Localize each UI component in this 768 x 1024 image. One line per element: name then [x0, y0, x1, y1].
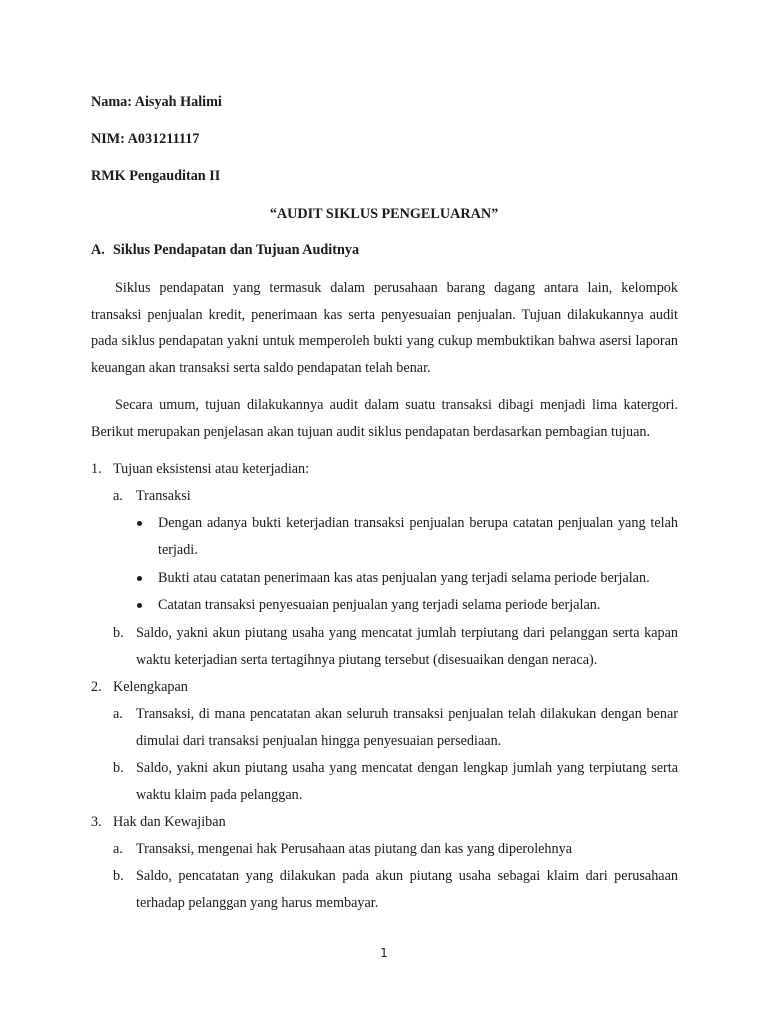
list-item-2b-marker: b.: [113, 760, 124, 776]
bullet-item-3: Catatan transaksi penyesuaian penjualan yang terjadi selama periode berjalan.: [158, 597, 601, 613]
list-item-2b-text: Saldo, yakni akun piutang usaha yang mencatat dengan lengkap jumlah yang terpiutang serta waktu klaim pada pelanggan.: [136, 760, 678, 803]
document-title: “AUDIT SIKLUS PENGELUARAN”: [269, 206, 499, 222]
list-item-3a-text: Transaksi, mengenai hak Perusahaan atas piutang dan kas yang diperolehnya: [136, 841, 573, 857]
section-a-marker: A.: [91, 242, 105, 258]
bullet-item-1: Dengan adanya bukti keterjadian transaksi penjualan berupa catatan penjualan yang telah terjadi.: [158, 515, 678, 558]
list-item-2a-marker: a.: [113, 706, 123, 722]
bullet-icon: [137, 576, 142, 581]
page-number: 1: [380, 946, 388, 960]
list-item-1a-text: Transaksi: [136, 488, 191, 504]
list-item-3-marker: 3.: [91, 814, 102, 830]
bullet-item-2: Bukti atau catatan penerimaan kas atas penjualan yang terjadi selama periode berjalan.: [158, 570, 650, 586]
list-item-3b-marker: b.: [113, 868, 124, 884]
list-item-1b-text: Saldo, yakni akun piutang usaha yang mencatat jumlah terpiutang dari pelanggan serta kapan waktu keterjadian serta tertagihnya piutang tersebut (disesuaikan dengan neraca).: [136, 625, 678, 668]
course-title: RMK Pengauditan II: [91, 168, 221, 184]
list-item-1-label: Tujuan eksistensi atau keterjadian:: [113, 461, 310, 477]
list-item-1-marker: 1.: [91, 461, 102, 477]
section-a-heading: Siklus Pendapatan dan Tujuan Auditnya: [113, 242, 360, 258]
list-item-2a-text: Transaksi, di mana pencatatan akan seluruh transaksi penjualan telah dilakukan dengan benar dimulai dari transaksi penjualan hingga penyesuaian persediaan.: [136, 706, 678, 749]
bullet-icon: [137, 521, 142, 526]
paragraph-1: Siklus pendapatan yang termasuk dalam perusahaan barang dagang antara lain, kelompok transaksi penjualan kredit, penerimaan kas serta penyesuaian penjualan. Tujuan dilakukannya audit pada siklus pendapatan yakni untuk memperoleh bukti yang cukup membuktikan bahwa asersi laporan keuangan akan transaksi serta saldo pendapatan telah benar.: [91, 280, 678, 377]
list-item-2-label: Kelengkapan: [113, 679, 188, 695]
list-item-1b-marker: b.: [113, 625, 124, 641]
list-item-1a-marker: a.: [113, 488, 123, 504]
list-item-3b-text: Saldo, pencatatan yang dilakukan pada akun piutang usaha sebagai klaim dari perusahaan terhadap pelanggan yang harus membayar.: [136, 868, 678, 911]
list-item-3a-marker: a.: [113, 841, 123, 857]
bullet-icon: [137, 603, 142, 608]
paragraph-2: Secara umum, tujuan dilakukannya audit dalam suatu transaksi dibagi menjadi lima katergori. Berikut merupakan penjelasan akan tujuan audit siklus pendapatan berdasarkan pembagian tujuan.: [91, 397, 678, 440]
student-nim: NIM: A031211117: [91, 131, 200, 147]
list-item-3-label: Hak dan Kewajiban: [113, 814, 226, 830]
list-item-2-marker: 2.: [91, 679, 102, 695]
student-name: Nama: Aisyah Halimi: [91, 94, 222, 110]
